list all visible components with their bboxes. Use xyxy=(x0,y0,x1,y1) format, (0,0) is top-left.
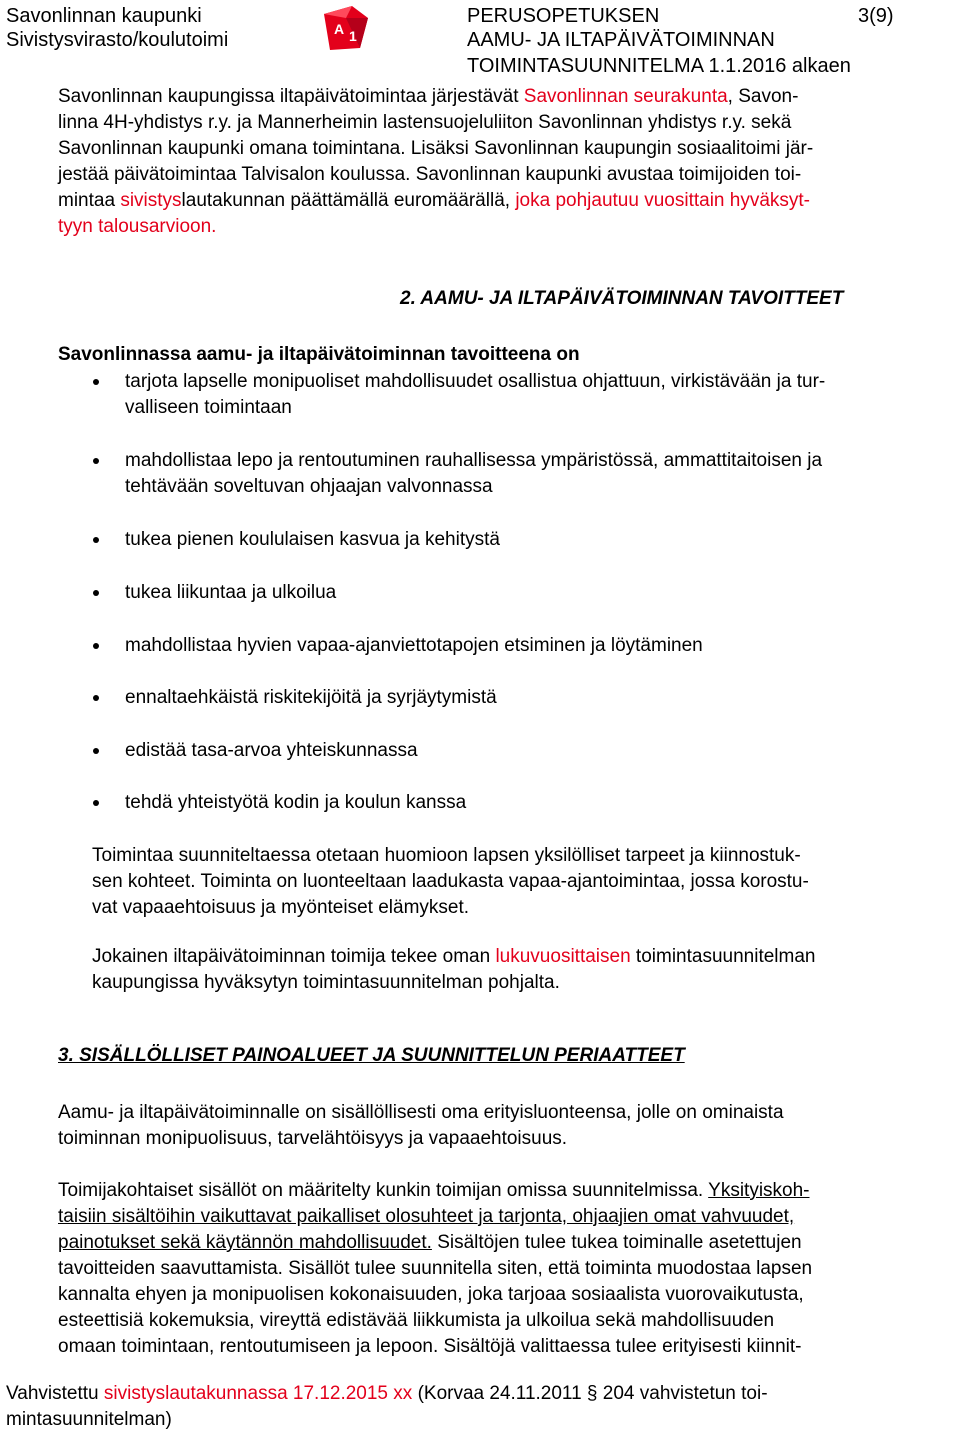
text-span: (Korvaa 24.11.2011 § 204 vahvistetun toi- xyxy=(412,1383,768,1404)
text-line: omaan toimintaan, rentoutumiseen ja lepoon. Sisältöjä valittaessa tulee erityisesti kiinnit- xyxy=(58,1336,802,1357)
city-logo-icon xyxy=(322,4,370,52)
bullet-icon xyxy=(93,537,99,543)
text-line xyxy=(58,1178,812,1204)
page-number: 3(9) xyxy=(858,5,894,27)
bullet-icon xyxy=(93,695,99,701)
doc-title-line1: PERUSOPETUKSEN xyxy=(467,5,660,27)
text-line: Toimintaa suunniteltaessa otetaan huomioon lapsen yksilölliset tarpeet ja kiinnostuk- xyxy=(92,845,801,866)
bullet-icon xyxy=(93,458,99,464)
intro-paragraph xyxy=(58,84,813,240)
text-span: Vahvistettu xyxy=(6,1383,104,1404)
highlighted-text: sivistyslautakunnassa 17.12.2015 xx xyxy=(103,1383,413,1404)
text-span: mintaa xyxy=(58,190,121,211)
text-span: Jokainen iltapäivätoiminnan toimija tekee oman xyxy=(92,946,496,967)
bullet-icon xyxy=(93,379,99,385)
underlined-text: Yksityiskoh- xyxy=(708,1180,810,1201)
list-item-text xyxy=(125,369,825,421)
bullet-icon xyxy=(93,748,99,754)
list-item-text: tukea pienen koululaisen kasvua ja kehitystä xyxy=(125,529,500,550)
text-line xyxy=(58,1230,812,1256)
text-line xyxy=(92,944,815,970)
section-lead: Savonlinnassa aamu- ja iltapäivätoiminnan tavoitteena on xyxy=(58,344,580,365)
list-item-text: ennaltaehkäistä riskitekijöitä ja syrjäytymistä xyxy=(125,687,497,708)
text-line xyxy=(58,84,813,110)
text-line xyxy=(6,1381,768,1407)
underlined-text: painotukset sekä käytännön mahdollisuudet. xyxy=(58,1232,432,1253)
bullet-icon xyxy=(93,643,99,649)
text-span: toimintasuunnitelman xyxy=(630,946,816,967)
text-line: mintasuunnitelman) xyxy=(6,1409,172,1430)
text-line: linna 4H-yhdistys r.y. ja Mannerheimin lastensuojeluliiton Savonlinnan yhdistys r.y. sekä xyxy=(58,112,792,133)
section2-paragraph xyxy=(92,843,809,921)
text-line: tehtävään soveltuvan ohjaajan valvonnassa xyxy=(125,476,493,497)
page-footer xyxy=(6,1381,768,1433)
org-name: Savonlinnan kaupunki xyxy=(6,5,202,27)
text-line: valliseen toimintaan xyxy=(125,397,292,418)
highlighted-text: Savonlinnan seurakunta xyxy=(523,86,728,107)
doc-title-line2: AAMU- JA ILTAPÄIVÄTOIMINNAN xyxy=(467,29,775,51)
text-line: Savonlinnan kaupunki omana toimintana. Lisäksi Savonlinnan kaupungin sosiaalitoimi jär- xyxy=(58,138,814,159)
text-line: jestää päivätoimintaa Talvisalon koulussa. Savonlinnan kaupunki avustaa toimijoiden toi- xyxy=(58,164,802,185)
section-heading: 2. AAMU- JA ILTAPÄIVÄTOIMINNAN TAVOITTEET xyxy=(400,288,844,309)
text-span: lautakunnan päättämällä euromäärällä, xyxy=(181,190,516,211)
list-item-text: tehdä yhteistyötä kodin ja koulun kanssa xyxy=(125,792,467,813)
list-item-text: mahdollistaa hyvien vapaa-ajanviettotapojen etsiminen ja löytäminen xyxy=(125,635,703,656)
text-line xyxy=(58,188,813,214)
highlighted-text: tyyn talousarvioon. xyxy=(58,216,217,237)
text-span: , Savon- xyxy=(727,86,799,107)
section-heading: 3. SISÄLLÖLLISET PAINOALUEET JA SUUNNITTELUN PERIAATTEET xyxy=(58,1045,685,1066)
highlighted-text: joka pohjautuu vuosittain hyväksyt- xyxy=(515,190,810,211)
highlighted-text: lukuvuosittaisen xyxy=(495,946,631,967)
text-line: kaupungissa hyväksytyn toimintasuunnitelman pohjalta. xyxy=(92,972,560,993)
section3-paragraph xyxy=(58,1100,784,1152)
highlighted-text: sivistys xyxy=(120,190,182,211)
text-line: tarjota lapselle monipuoliset mahdollisuudet osallistua ohjattuun, virkistävään ja tur- xyxy=(125,371,826,392)
section2-paragraph xyxy=(92,944,815,996)
text-line: mahdollistaa lepo ja rentoutuminen rauhallisessa ympäristössä, ammattitaitoisen ja xyxy=(125,450,823,471)
underlined-text: taisiin sisältöihin vaikuttavat paikalliset olosuhteet ja tarjonta, ohjaajien omat vahvuudet, xyxy=(58,1206,795,1227)
text-line: kannalta ehyen ja monipuolisen kokonaisuuden, joka tarjoaa sosiaalista vuorovaikutusta, xyxy=(58,1284,804,1305)
text-line: Aamu- ja iltapäivätoiminnalle on sisällöllisesti oma erityisluonteensa, jolle on ominaista xyxy=(58,1102,784,1123)
text-line: toiminnan monipuolisuus, tarvelähtöisyys ja vapaaehtoisuus. xyxy=(58,1128,568,1149)
text-span: Savonlinnan kaupungissa iltapäivätoimintaa järjestävät xyxy=(58,86,524,107)
text-line: sen kohteet. Toiminta on luonteeltaan laadukasta vapaa-ajantoimintaa, jossa korostu- xyxy=(92,871,809,892)
text-span: Toimijakohtaiset sisällöt on määritelty kunkin toimijan omissa suunnitelmissa. xyxy=(58,1180,709,1201)
text-line: tavoitteiden saavuttamista. Sisällöt tulee suunnitella siten, että toiminta muodostaa lapsen xyxy=(58,1258,813,1279)
list-item-text: tukea liikuntaa ja ulkoilua xyxy=(125,582,337,603)
svg-text:A: A xyxy=(334,21,345,37)
svg-text:1: 1 xyxy=(349,28,357,44)
bullet-icon xyxy=(93,800,99,806)
bullet-icon xyxy=(93,590,99,596)
section3-paragraph xyxy=(58,1178,812,1360)
text-line: vat vapaaehtoisuus ja myönteiset elämykset. xyxy=(92,897,470,918)
text-line: esteettisiä kokemuksia, vireyttä edistävää liikkumista ja ulkoilua sekä mahdollisuuden xyxy=(58,1310,775,1331)
doc-title-line3: TOIMINTASUUNNITELMA 1.1.2016 alkaen xyxy=(467,55,851,77)
org-department: Sivistysvirasto/koulutoimi xyxy=(6,29,229,51)
text-span: Sisältöjen tulee tukea toiminalle asetettujen xyxy=(431,1232,802,1253)
list-item-text xyxy=(125,448,822,500)
list-item-text: edistää tasa-arvoa yhteiskunnassa xyxy=(125,740,418,761)
